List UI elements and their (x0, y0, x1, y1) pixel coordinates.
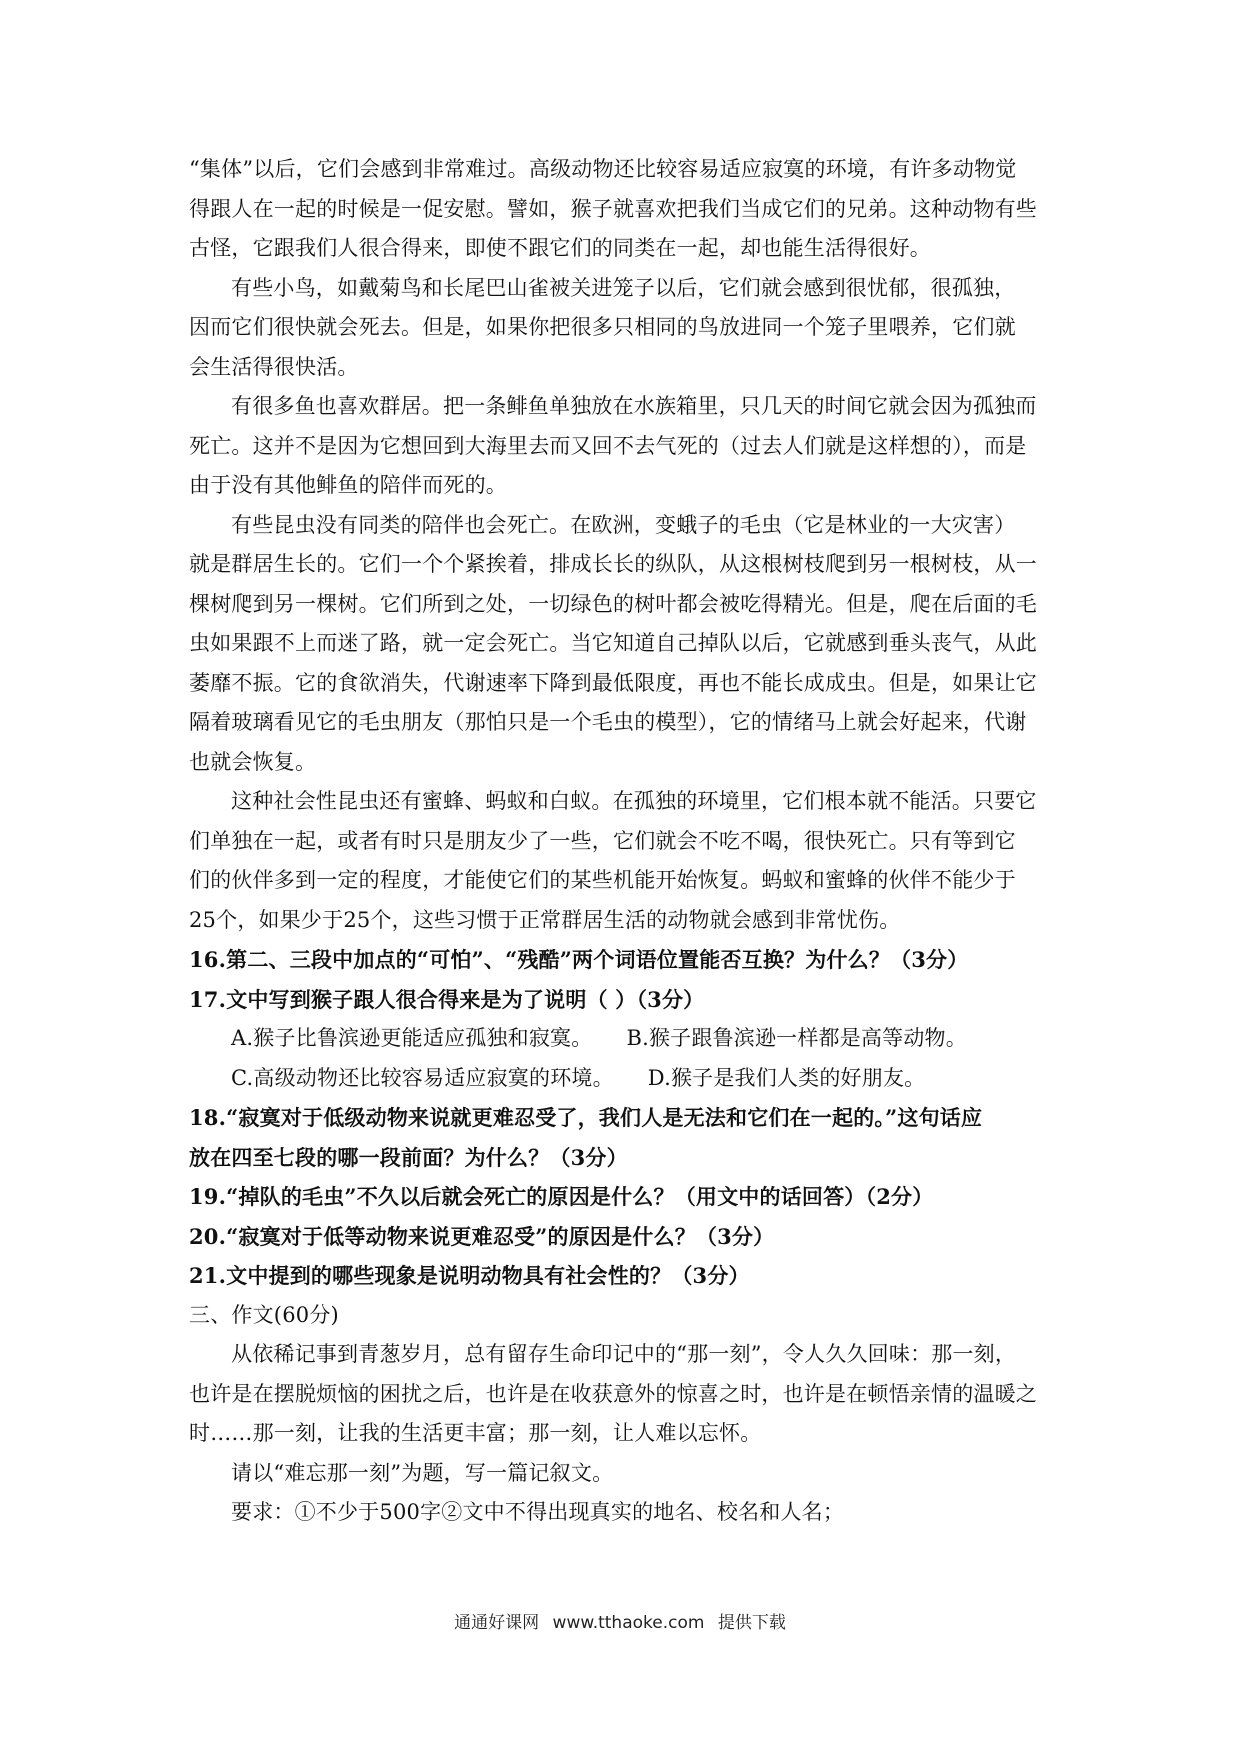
option-c: C.高级动物还比较容易适应寂寞的环境。 (231, 1065, 614, 1090)
essay-prompt-line: 也许是在摆脱烦恼的困扰之后，也许是在收获意外的惊喜之时，也许是在顿悟亲情的温暖之 (189, 1381, 1037, 1406)
text-line: 们单独在一起，或者有时只是朋友少了一些，它们就会不吃不喝，很快死亡。只有等到它 (189, 828, 1016, 853)
essay-prompt-line: 从依稀记事到青葱岁月，总有留存生命印记中的“那一刻”，令人久久回味：那一刻， (231, 1342, 1017, 1366)
essay-heading: 三、作文(60分) (189, 1302, 339, 1327)
text-line: 们的伙伴多到一定的程度，才能使它们的某些机能开始恢复。蚂蚁和蜜蜂的伙伴不能少于 (189, 868, 1016, 892)
essay-instruction: 请以“难忘那一刻”为题，写一篇记叙文。 (231, 1460, 614, 1485)
question-18-line-2: 放在四至七段的哪一段前面？为什么？（3分） (189, 1144, 628, 1170)
essay-prompt-line: 时……那一刻，让我的生活更丰富；那一刻，让人难以忘怀。 (189, 1421, 762, 1445)
question-18-line-1: 18.“寂寞对于低级动物来说就更难忍受了，我们人是无法和它们在一起的。”这句话应 (189, 1105, 983, 1130)
text-line: 得跟人在一起的时候是一促安慰。譬如，猴子就喜欢把我们当成它们的兄弟。这种动物有些 (189, 196, 1037, 221)
questions-section (189, 940, 1061, 1296)
passage-paragraph-2 (189, 269, 1061, 388)
question-17-options-row-2 (189, 1059, 1061, 1099)
passage-paragraph-4 (189, 506, 1061, 783)
question-17-options-row-1 (189, 1019, 1061, 1059)
text-line: 有很多鱼也喜欢群居。把一条鲱鱼单独放在水族箱里，只几天的时间它就会因为孤独而 (231, 394, 1037, 418)
text-line: 古怪，它跟我们人很合得来，即使不跟它们的同类在一起，却也能生活得很好。 (189, 236, 931, 260)
question-21: 21.文中提到的哪些现象是说明动物具有社会性的？（3分） (189, 1263, 750, 1288)
text-line: 也就会恢复。 (189, 749, 317, 774)
text-line: 虫如果跟不上而迷了路，就一定会死亡。当它知道自己掉队以后，它就感到垂头丧气，从此 (189, 631, 1037, 655)
footer-url: www.tthaoke.com (552, 1613, 705, 1633)
text-line: 死亡。这并不是因为它想回到大海里去而又回不去气死的（过去人们就是这样想的），而是 (189, 433, 1027, 458)
text-line: 这种社会性昆虫还有蜜蜂、蚂蚁和白蚁。在孤独的环境里，它们根本就不能活。只要它 (231, 789, 1037, 813)
option-a: A.猴子比鲁滨逊更能适应孤独和寂寞。 (231, 1026, 593, 1050)
text-line: 因而它们很快就会死去。但是，如果你把很多只相同的鸟放进同一个笼子里喂养，它们就 (189, 315, 1016, 339)
text-line: 萎靡不振。它的食欲消失，代谢速率下降到最低限度，再也不能长成成虫。但是，如果让它 (189, 670, 1037, 695)
text-line: “集体”以后，它们会感到非常难过。高级动物还比较容易适应寂寞的环境，有许多动物觉 (189, 157, 1017, 181)
option-b: B.猴子跟鲁滨逊一样都是高等动物。 (626, 1026, 967, 1050)
question-17: 17.文中写到猴子跟人很合得来是为了说明（ ）（3分） (189, 986, 705, 1012)
passage-paragraph-3 (189, 387, 1061, 506)
footer-suffix: 提供下载 (717, 1613, 786, 1633)
question-19: 19.“掉队的毛虫”不久以后就会死亡的原因是什么？（用文中的话回答）（2分） (189, 1184, 934, 1209)
text-line: 由于没有其他鲱鱼的陪伴而死的。 (189, 473, 507, 497)
text-line: 就是群居生长的。它们一个个紧挨着，排成长长的纵队，从这根树枝爬到另一根树枝，从一 (189, 552, 1037, 576)
essay-section (189, 1296, 1061, 1533)
page-footer (0, 1608, 1240, 1633)
question-16: 16.第二、三段中加点的“可怕”、“残酷”两个词语位置能否互换？为什么？（3分） (189, 947, 969, 972)
essay-requirements: 要求：①不少于500字②文中不得出现真实的地名、校名和人名； (231, 1500, 845, 1524)
passage-paragraph-1 (189, 150, 1061, 269)
text-line: 隔着玻璃看见它的毛虫朋友（那怕只是一个毛虫的模型），它的情绪马上就会好起来，代谢 (189, 710, 1027, 734)
footer-site-name: 通通好课网 (454, 1613, 540, 1633)
text-line: 会生活得很快活。 (189, 354, 359, 379)
text-line: 有些小鸟，如戴菊鸟和长尾巴山雀被关进笼子以后，它们就会感到很忧郁，很孤独， (231, 275, 1016, 300)
document-page (189, 150, 1061, 1533)
text-line: 25个，如果少于25个，这些习惯于正常群居生活的动物就会感到非常忧伤。 (189, 907, 901, 932)
question-20: 20.“寂寞对于低等动物来说更难忍受”的原因是什么？（3分） (189, 1223, 775, 1249)
text-line: 棵树爬到另一棵树。它们所到之处，一切绿色的树叶都会被吃得精光。但是，爬在后面的毛 (189, 591, 1037, 616)
text-line: 有些昆虫没有同类的陪伴也会死亡。在欧洲，变蛾子的毛虫（它是林业的一大灾害） (231, 512, 1016, 537)
option-d: D.猴子是我们人类的好朋友。 (647, 1065, 926, 1090)
passage-paragraph-5 (189, 782, 1061, 940)
